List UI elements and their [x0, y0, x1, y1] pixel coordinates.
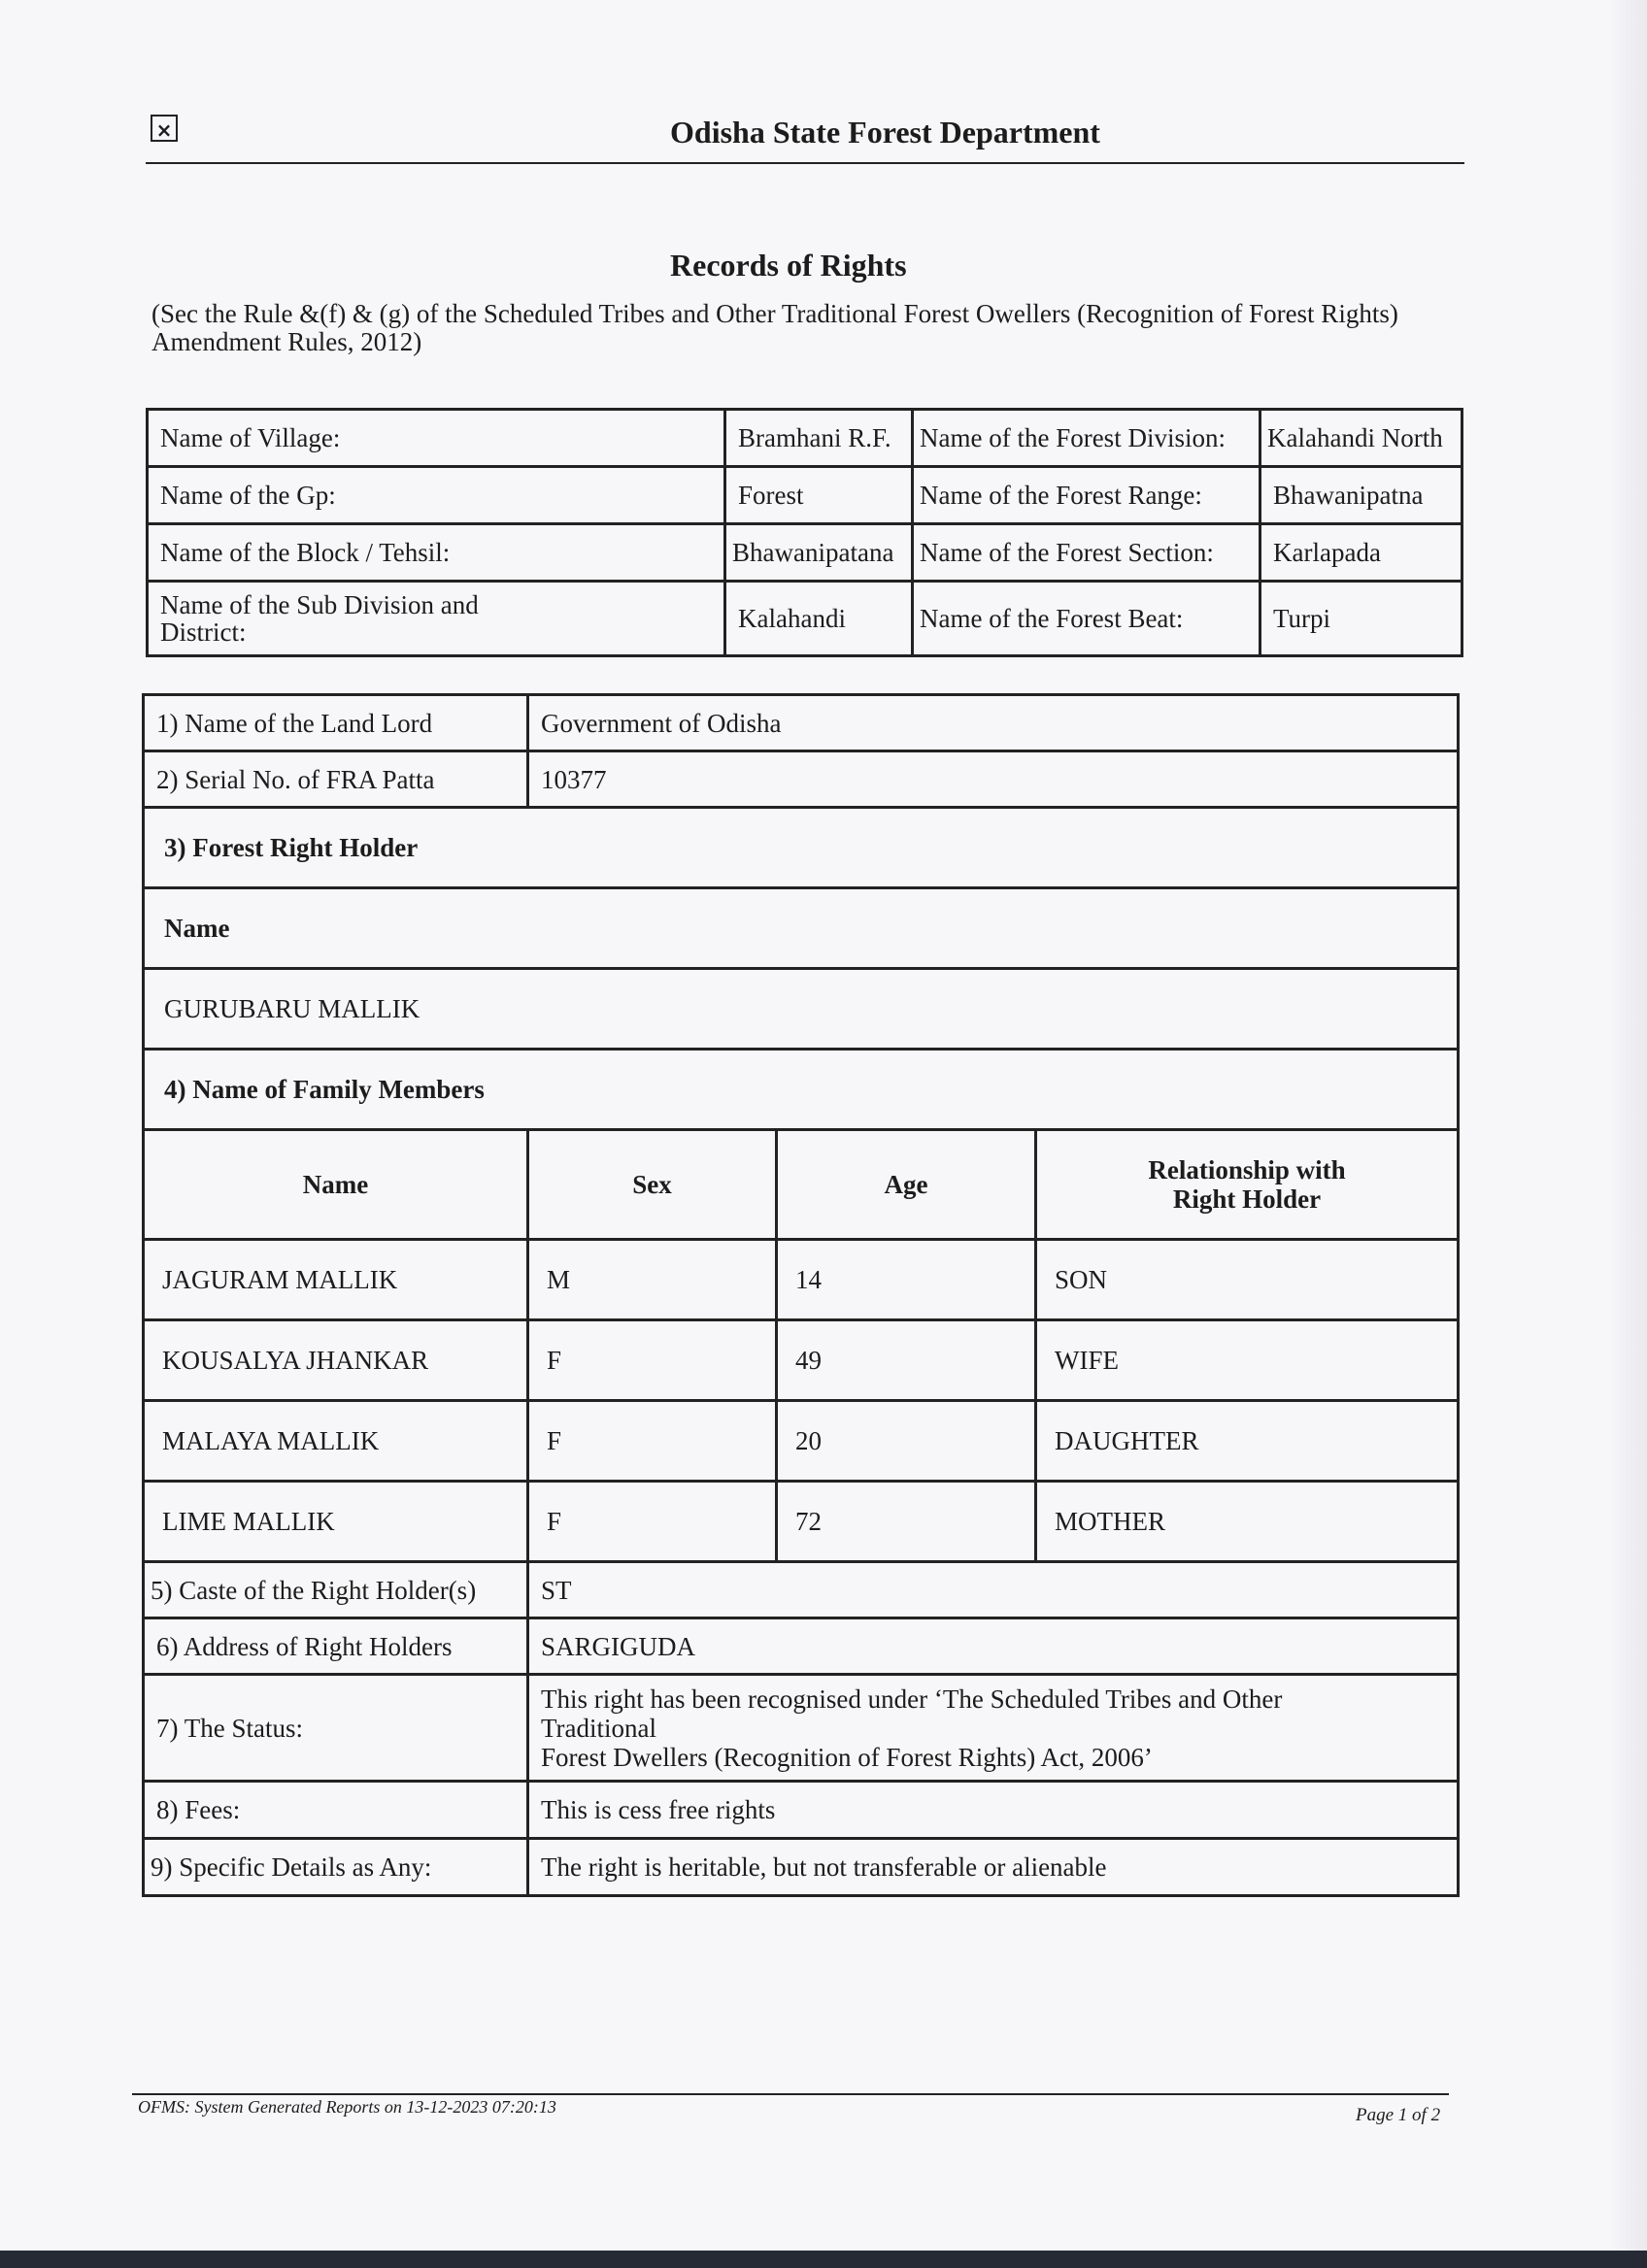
table-row — [144, 1320, 1459, 1401]
status-line: Forest Dwellers (Recognition of Forest Rights) Act, 2006’ — [541, 1742, 1153, 1772]
table-row — [144, 1675, 1459, 1782]
family-col-relationship — [1036, 1130, 1459, 1240]
details-label: 9) Specific Details as Any: — [144, 1839, 528, 1896]
member-name: KOUSALYA JHANKAR — [144, 1320, 528, 1401]
footer-divider — [132, 2093, 1449, 2095]
table-row — [144, 1401, 1459, 1482]
status-line: Traditional — [541, 1713, 657, 1743]
forest-beat-label: Name of the Forest Beat: — [913, 582, 1260, 656]
serial-label: 2) Serial No. of FRA Patta — [144, 751, 528, 808]
sub-division-label-text: Name of the Sub Division and District: — [160, 590, 479, 647]
fees-label: 8) Fees: — [144, 1782, 528, 1839]
forest-section-value: Karlapada — [1260, 524, 1462, 582]
status-label: 7) The Status: — [144, 1675, 528, 1782]
table-row — [144, 1482, 1459, 1562]
scan-bottom-edge — [0, 2251, 1647, 2268]
member-name: LIME MALLIK — [144, 1482, 528, 1562]
member-name: MALAYA MALLIK — [144, 1401, 528, 1482]
sub-division-label — [148, 582, 725, 656]
status-value — [528, 1675, 1459, 1782]
block-label: Name of the Block / Tehsil: — [148, 524, 725, 582]
page-number: Page 1 of 2 — [1356, 2105, 1441, 2125]
status-line: This right has been recognised under ‘The Scheduled Tribes and Other — [541, 1684, 1283, 1714]
village-value: Bramhani R.F. — [725, 410, 913, 467]
holder-name: GURUBARU MALLIK — [144, 969, 1459, 1050]
address-value: SARGIGUDA — [528, 1618, 1459, 1675]
header-divider — [146, 162, 1464, 164]
family-col-relationship-text: Relationship with Right Holder — [1148, 1155, 1346, 1214]
member-name: JAGURAM MALLIK — [144, 1240, 528, 1320]
block-value: Bhawanipatana — [725, 524, 913, 582]
department-name: Odisha State Forest Department — [670, 115, 1100, 150]
member-sex: F — [528, 1320, 777, 1401]
table-row — [144, 695, 1459, 751]
forest-range-label: Name of the Forest Range: — [913, 467, 1260, 524]
member-relation: SON — [1036, 1240, 1459, 1320]
forest-section-label: Name of the Forest Section: — [913, 524, 1260, 582]
close-icon[interactable]: × — [151, 115, 178, 142]
scan-edge-shadow — [1608, 0, 1647, 2268]
table-row — [144, 888, 1459, 969]
fees-value: This is cess free rights — [528, 1782, 1459, 1839]
forest-range-value: Bhawanipatna — [1260, 467, 1462, 524]
page-subtitle: (Sec the Rule &(f) & (g) of the Scheduled Tribes and Other Traditional Forest Owellers (Recognition of Forest Rights) Amendment Rules, 2012) — [151, 299, 1398, 356]
table-row — [144, 1782, 1459, 1839]
table-row — [148, 410, 1462, 467]
table-row — [144, 1050, 1459, 1130]
table-row — [144, 808, 1459, 888]
caste-label: 5) Caste of the Right Holder(s) — [144, 1562, 528, 1618]
family-col-age: Age — [777, 1130, 1036, 1240]
table-row — [144, 969, 1459, 1050]
member-relation: MOTHER — [1036, 1482, 1459, 1562]
member-sex: F — [528, 1401, 777, 1482]
location-table — [146, 408, 1463, 657]
member-age: 20 — [777, 1401, 1036, 1482]
table-row — [144, 751, 1459, 808]
address-label: 6) Address of Right Holders — [144, 1618, 528, 1675]
member-relation: WIFE — [1036, 1320, 1459, 1401]
sub-division-value: Kalahandi — [725, 582, 913, 656]
forest-beat-value: Turpi — [1260, 582, 1462, 656]
member-sex: M — [528, 1240, 777, 1320]
table-row — [144, 1839, 1459, 1896]
member-age: 14 — [777, 1240, 1036, 1320]
table-row — [144, 1562, 1459, 1618]
page-title: Records of Rights — [670, 248, 907, 283]
member-sex: F — [528, 1482, 777, 1562]
family-col-name: Name — [144, 1130, 528, 1240]
land-lord-label: 1) Name of the Land Lord — [144, 695, 528, 751]
caste-value: ST — [528, 1562, 1459, 1618]
forest-division-value: Kalahandi North — [1260, 410, 1462, 467]
family-header-row — [144, 1130, 1459, 1240]
serial-value: 10377 — [528, 751, 1459, 808]
table-row — [148, 467, 1462, 524]
footer-generated: OFMS: System Generated Reports on 13-12-2023 07:20:13 — [138, 2097, 556, 2117]
member-age: 72 — [777, 1482, 1036, 1562]
name-heading: Name — [144, 888, 1459, 969]
record-table — [142, 693, 1460, 1897]
gp-label: Name of the Gp: — [148, 467, 725, 524]
table-row — [148, 524, 1462, 582]
member-relation: DAUGHTER — [1036, 1401, 1459, 1482]
member-age: 49 — [777, 1320, 1036, 1401]
table-row — [144, 1618, 1459, 1675]
family-heading: 4) Name of Family Members — [144, 1050, 1459, 1130]
holder-heading: 3) Forest Right Holder — [144, 808, 1459, 888]
forest-division-label: Name of the Forest Division: — [913, 410, 1260, 467]
table-row — [148, 582, 1462, 656]
family-col-sex: Sex — [528, 1130, 777, 1240]
village-label: Name of Village: — [148, 410, 725, 467]
gp-value: Forest — [725, 467, 913, 524]
details-value: The right is heritable, but not transferable or alienable — [528, 1839, 1459, 1896]
land-lord-value: Government of Odisha — [528, 695, 1459, 751]
table-row — [144, 1240, 1459, 1320]
